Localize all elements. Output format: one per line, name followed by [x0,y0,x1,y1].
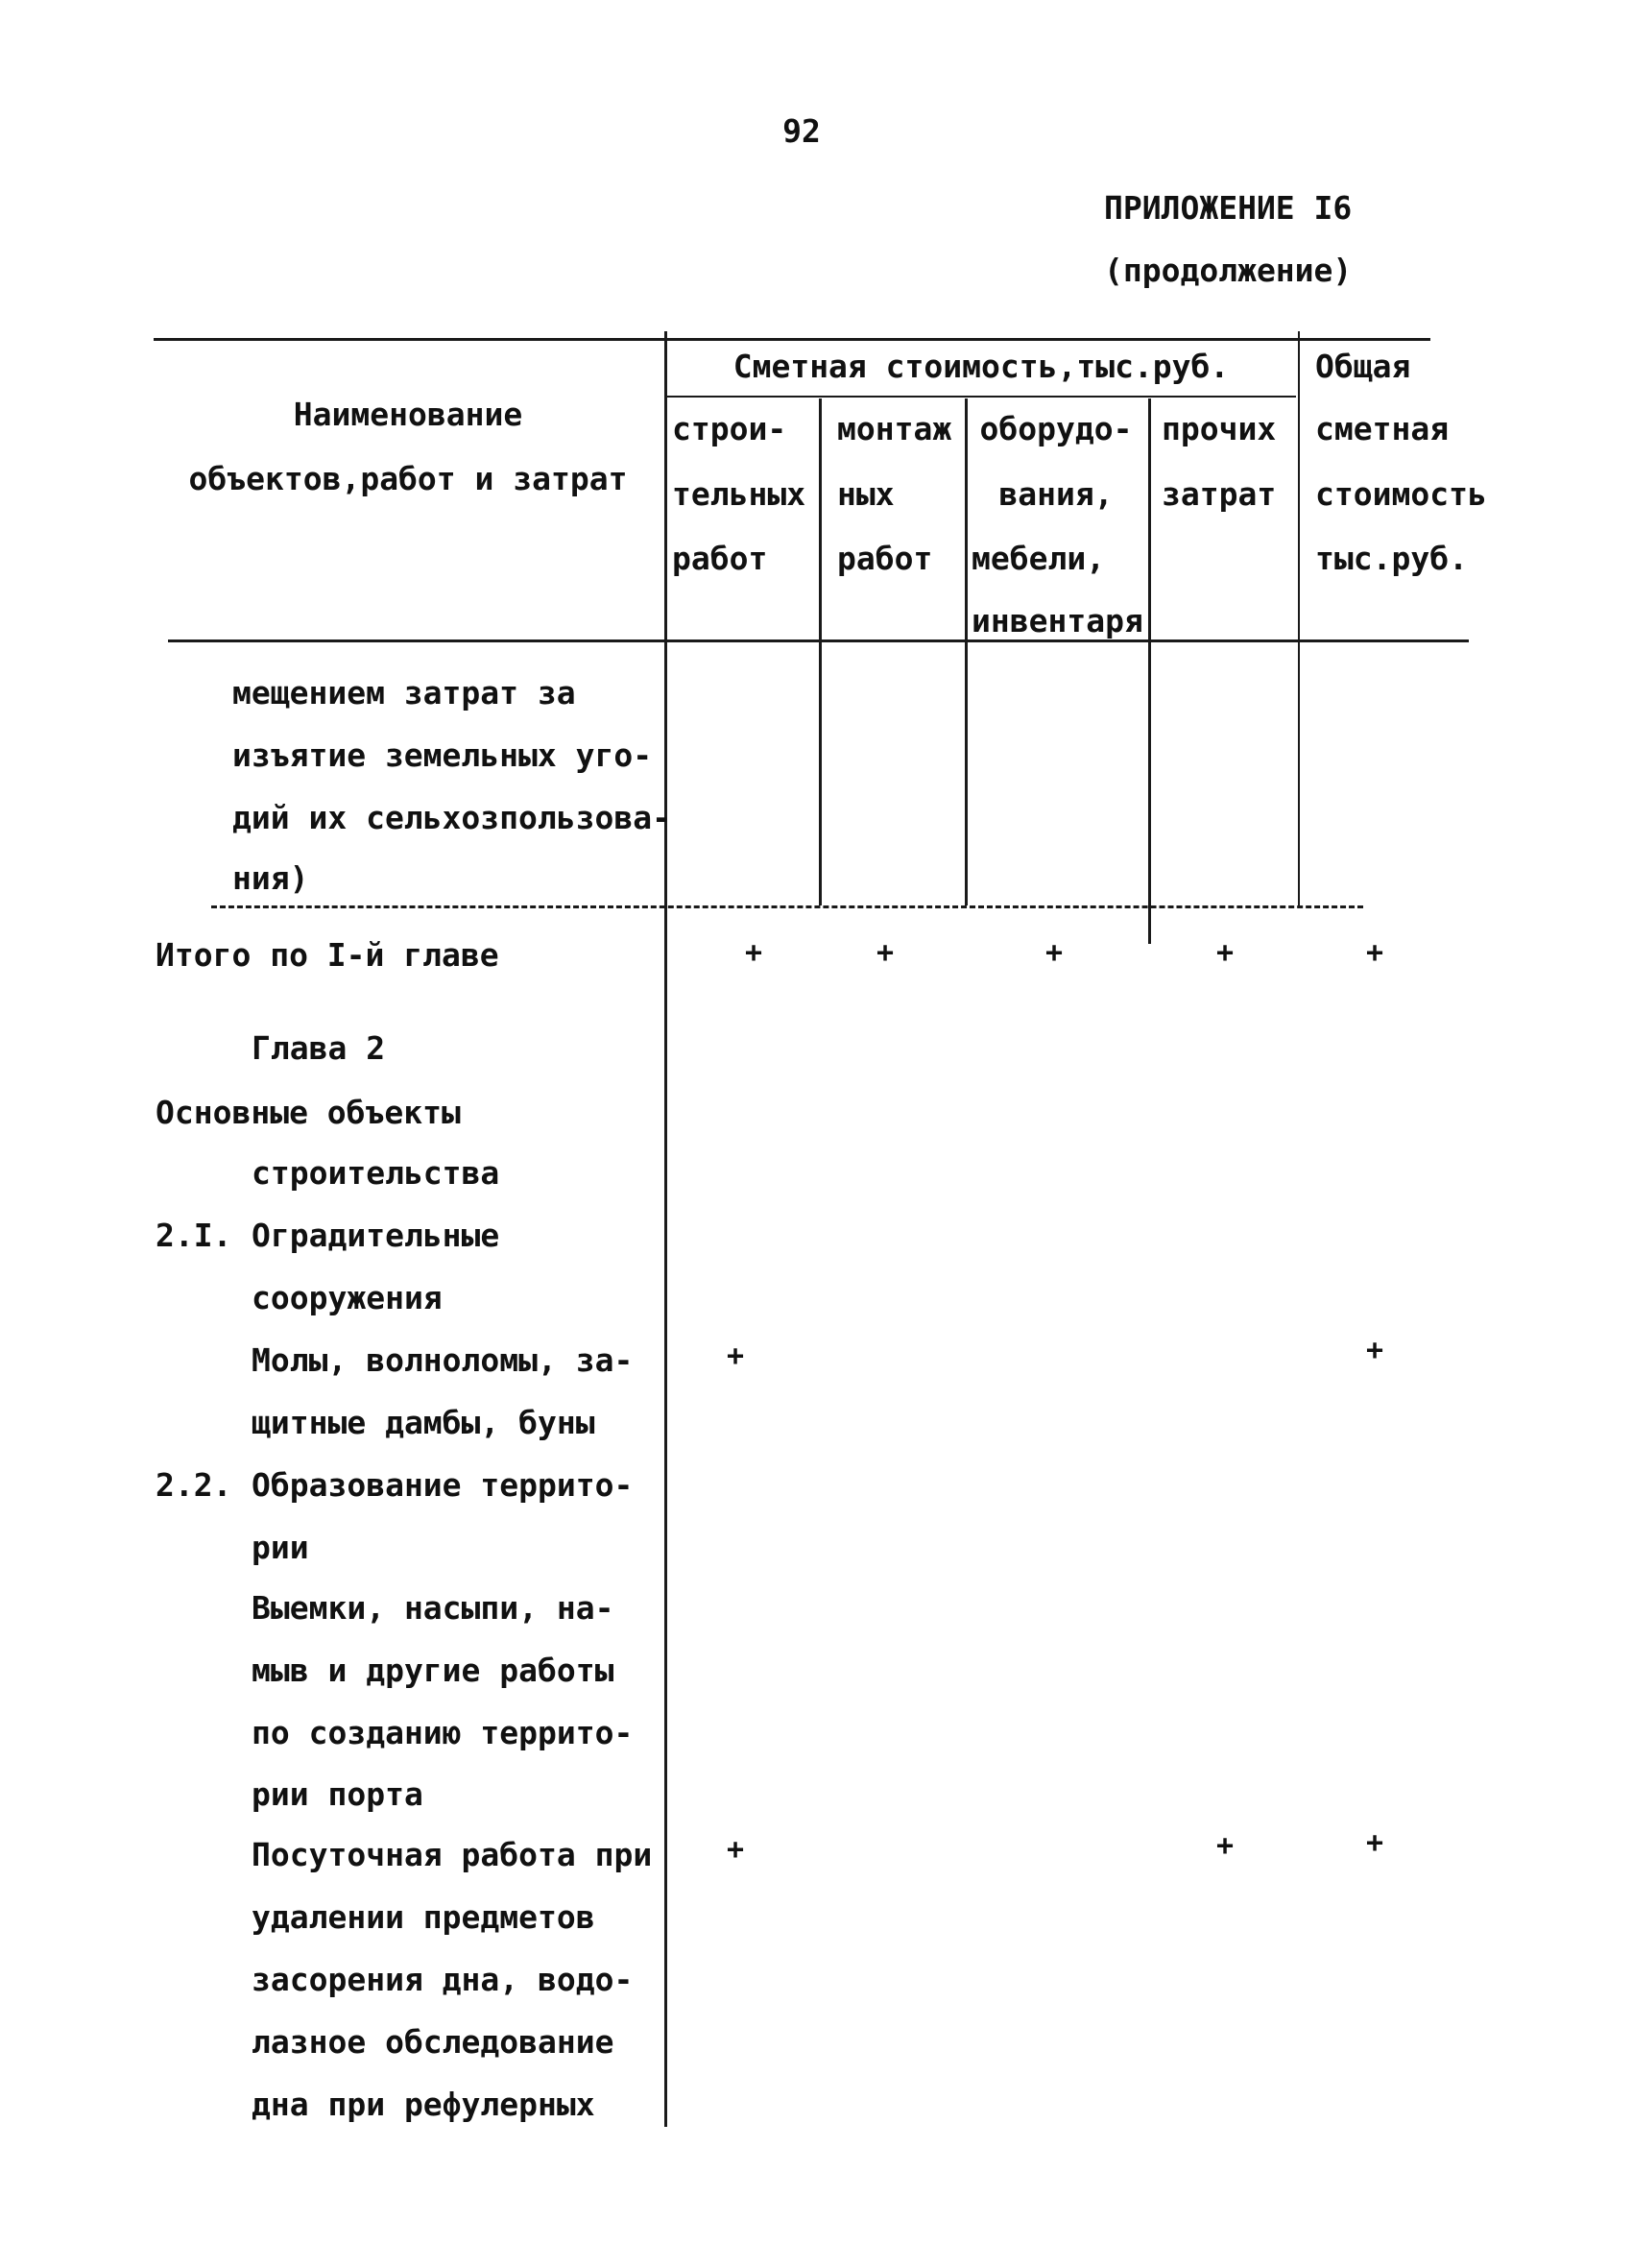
group-header-rule [667,396,1296,398]
header-col1-line: тельных [672,475,806,513]
appendix-title: ПРИЛОЖЕНИЕ I6 [1104,189,1353,227]
appendix-subtitle: (продолжение) [1104,252,1353,289]
item-text-line: засорения дна, водо- [252,1961,634,1998]
plus-mark: + [1365,936,1384,970]
item-text-line: Выемки, насыпи, на- [252,1589,614,1627]
header-col3-line: инвентаря [972,602,1143,639]
item-text-line: Молы, волноломы, за- [252,1341,634,1379]
plus-mark: + [1365,1334,1384,1367]
item-text-line: рии порта [252,1775,423,1813]
chapter-title-line: Основные объекты [156,1094,461,1131]
plus-mark: + [1215,936,1235,970]
header-name-line: Наименование [293,396,523,433]
body-text-line: мещением затрат за [232,674,576,712]
plus-mark: + [1044,936,1064,970]
header-col1-line: работ [672,540,768,577]
header-total-line: тыс.руб. [1315,540,1468,577]
column-divider [819,398,822,905]
column-divider [1148,398,1151,944]
plus-mark: + [726,1833,745,1867]
page-number: 92 [782,112,821,150]
body-text-line: изъятие земельных уго- [232,736,653,774]
plus-mark: + [744,936,763,970]
section-title-line: рии [252,1529,309,1566]
header-name-line: объектов,работ и затрат [188,460,628,497]
item-text-line: лазное обследование [252,2023,614,2061]
body-text-line: ния) [232,859,309,897]
column-divider [664,331,667,2127]
body-text-line: дий их сельхозпользова- [232,799,671,836]
section-title-line: сооружения [252,1279,443,1316]
plus-mark: + [726,1339,745,1373]
chapter-heading: Глава 2 [252,1029,386,1067]
plus-mark: + [1215,1829,1235,1863]
item-text-line: мыв и другие работы [252,1652,614,1689]
header-col4-line: затрат [1162,475,1277,513]
header-col2-line: работ [837,540,933,577]
header-total-line: Общая [1315,348,1411,385]
section-divider-rule [211,905,1363,908]
header-col4-line: прочих [1162,410,1277,447]
header-col3-line: вания, [998,475,1114,513]
item-text-line: удалении предметов [252,1898,595,1936]
section-title-line: Оградительные [252,1217,500,1254]
item-text-line: Посуточная работа при [252,1836,653,1873]
section-title-line: Образование террито- [252,1466,634,1504]
plus-mark: + [876,936,895,970]
item-text-line: щитные дамбы, буны [252,1404,595,1441]
item-text-line: по созданию террито- [252,1714,634,1751]
header-col2-line: ных [837,475,895,513]
chapter-title-line: строительства [252,1154,500,1192]
item-text-line: дна при рефулерных [252,2086,595,2123]
header-col3-line: оборудо- [979,410,1133,447]
header-total-line: сметная [1315,410,1450,447]
header-total-line: стоимость [1315,475,1487,513]
section-number: 2.2. [156,1466,232,1504]
column-divider [1298,331,1300,905]
section-number: 2.I. [156,1217,232,1254]
header-group-label: Сметная стоимость,тыс.руб. [732,348,1230,385]
table-top-rule [154,338,1430,341]
itogo-label: Итого по I-й главе [156,936,499,974]
header-col3-line: мебели, [972,540,1106,577]
column-divider [965,398,968,905]
header-col1-line: строи- [672,410,787,447]
header-col2-line: монтаж [837,410,952,447]
plus-mark: + [1365,1826,1384,1860]
